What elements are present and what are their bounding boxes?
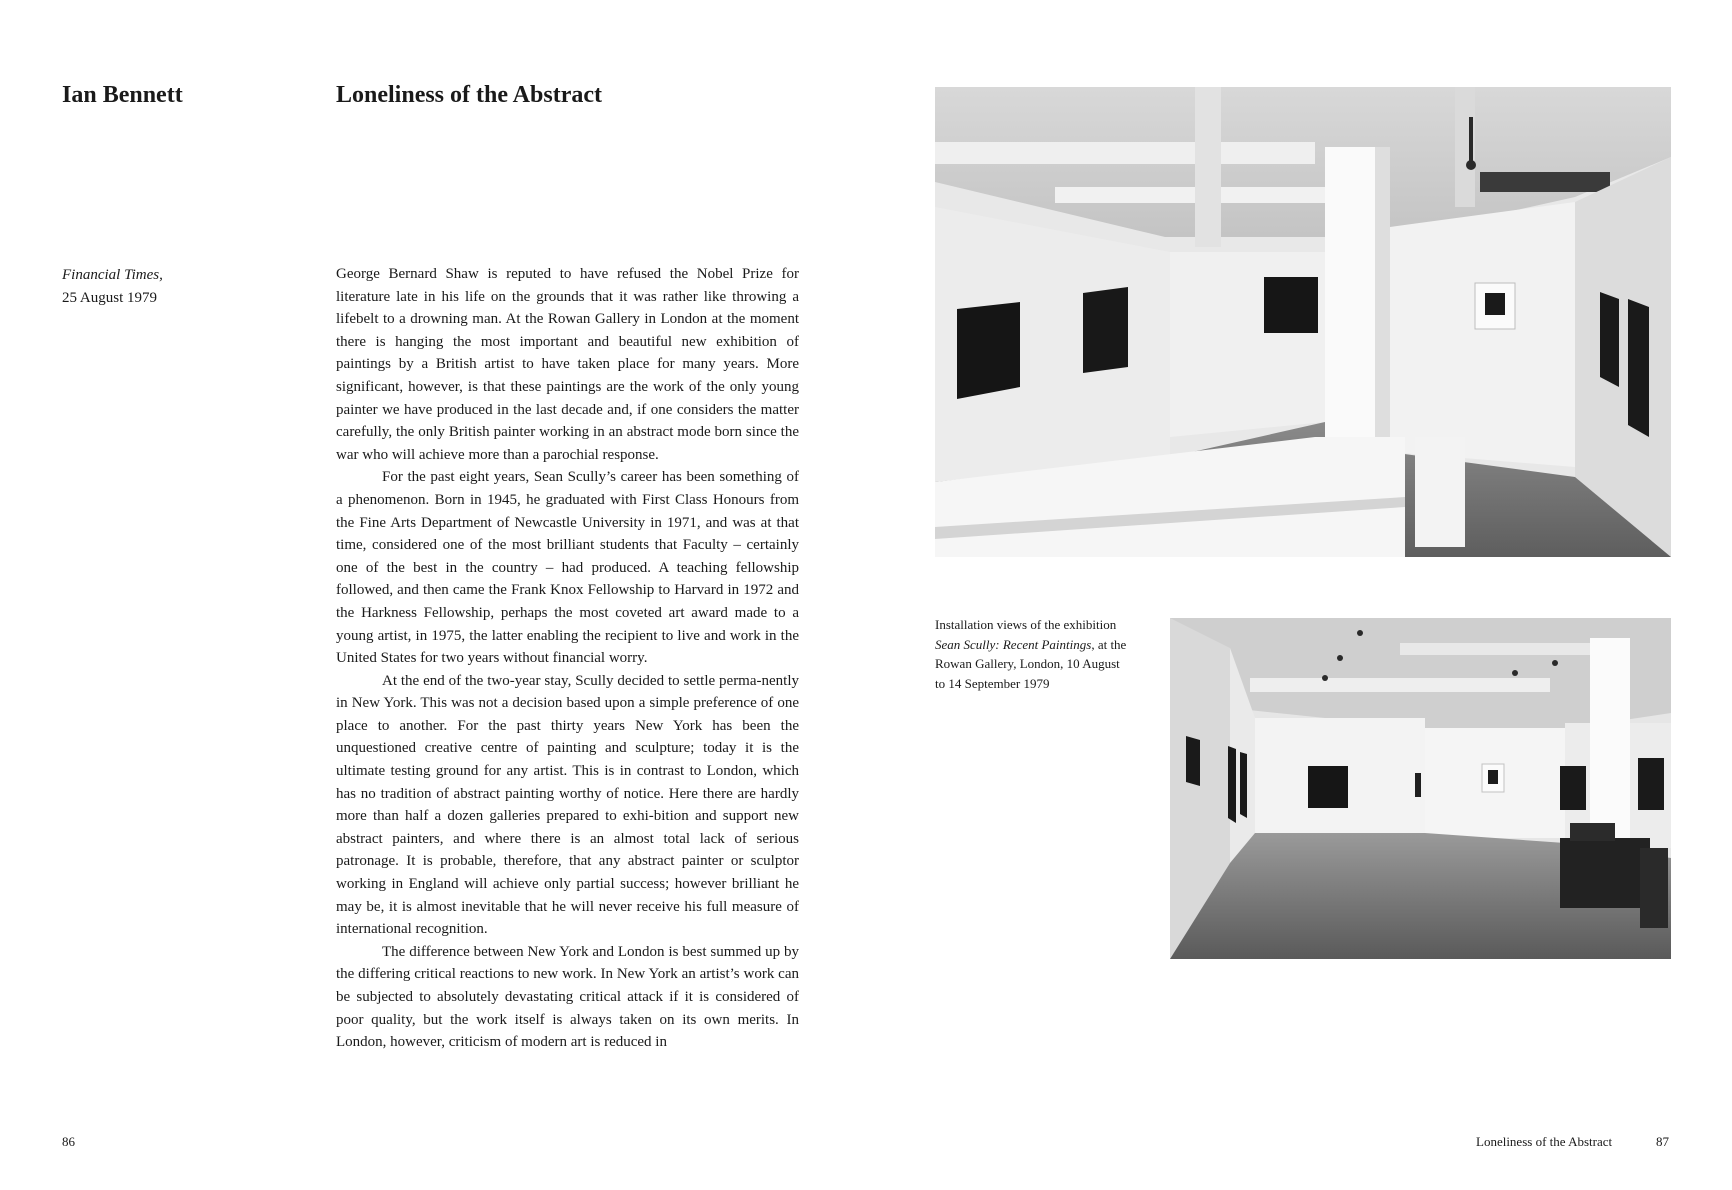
installation-photo-top <box>935 87 1671 557</box>
publication-date: 25 August 1979 <box>62 290 158 306</box>
article-body <box>336 263 799 1054</box>
gallery-interior-image <box>1170 618 1671 959</box>
gallery-interior-image <box>935 87 1671 557</box>
body-paragraph-1: George Bernard Shaw is reputed to have refused the Nobel Prize for literature late in his life on the grounds that it was rather like throwing a lifebelt to a drowning man. At the Rowan Gallery in London at the moment there is hanging the most important and beautiful new exhibition of paintings by a British artist to have taken place for many years. More significant, however, is that these paintings are the work of the only young painter we have produced in the last decade and, if one considers the matter carefully, the only British painter working in an abstract mode born since the war who will achieve more than a parochial response. <box>336 266 799 463</box>
body-paragraph-3: At the end of the two-year stay, Scully decided to settle perma-nently in New York. This was not a decision based upon a simple preference of one place to another. For the past thirty years New York has been the unquestioned creative centre of painting and sculpture; today it is the ultimate testing ground for any artist. This is in contrast to London, which has no tradition of abstract painting worthy of notice. Here there are hardly more than half a dozen galleries prepared to exhi-bition and support new abstract painters, and where there is an almost total lack of serious patronage. It is probable, therefore, that any abstract painter or sculptor working in England will achieve only partial success; however brilliant he may be, it is almost inevitable that he will never receive his full measure of international recognition. <box>336 672 799 938</box>
caption-text-1: Installation views of the exhibition <box>935 617 1117 632</box>
caption-text-2: , at the Rowan Gallery, London, 10 August to 14 September 1979 <box>935 636 1127 691</box>
running-head: Loneliness of the Abstract <box>1476 1134 1613 1149</box>
article-title: Loneliness of the Abstract <box>336 82 602 108</box>
page-number-right: 87 <box>1656 1134 1669 1149</box>
page-number-left: 86 <box>62 1134 75 1149</box>
source-citation <box>62 264 163 310</box>
photo-caption <box>935 615 1130 693</box>
body-paragraph-4: The difference between New York and London is best summed up by the differing critical reactions to new work. In New York an artist’s work can be subjected to absolutely devastating critical attack if it is considered of poor quality, but the work itself is always taken on its own merits. In London, however, criticism of modern art is reduced in <box>336 943 799 1051</box>
author-name: Ian Bennett <box>62 82 183 108</box>
caption-exhibition-title: Sean Scully: Recent Paintings <box>935 636 1092 652</box>
publication-name: Financial Times, <box>62 267 163 283</box>
installation-photo-bottom <box>1170 618 1671 959</box>
body-paragraph-2: For the past eight years, Sean Scully’s career has been something of a phenomenon. Born in 1945, he graduated with First Class Honours from the Fine Arts Department of Newcastle University in 1971, and was at that time, considered one of the most brilliant students that Faculty – certainly one of the best in the country – had produced. A teaching fellowship followed, and then came the Frank Knox Fellowship to Harvard in 1972 and the Harkness Fellowship, perhaps the most coveted art award made to a young artist, in 1975, the latter enabling the recipient to live and work in the United States for two years without financial worry. <box>336 469 799 667</box>
